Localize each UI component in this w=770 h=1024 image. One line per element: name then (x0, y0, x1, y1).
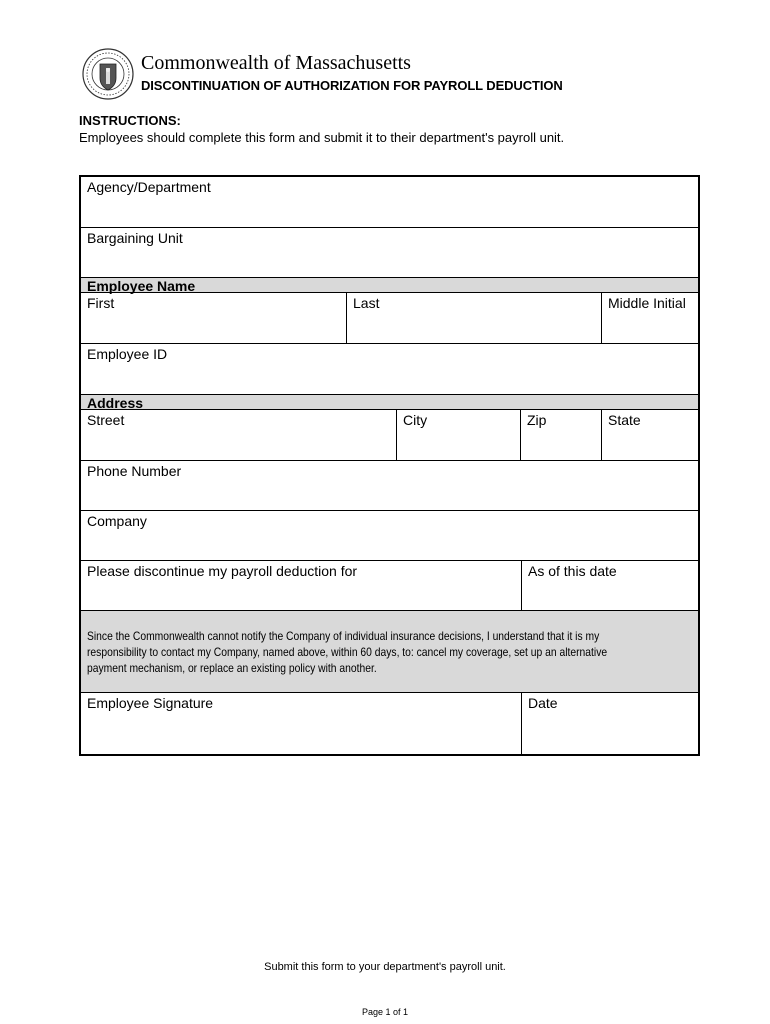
employee-name-section (81, 278, 698, 293)
address-section (81, 395, 698, 410)
payroll-form (79, 175, 700, 756)
notice-row (81, 611, 698, 693)
zip-field[interactable] (520, 410, 601, 460)
bargaining-unit-field[interactable] (81, 228, 698, 277)
street-field[interactable] (81, 410, 396, 460)
responsibility-notice: Since the Commonwealth cannot notify the Company of individual insurance decisions, I understand that it is my responsibility to contact my Company, named above, within 60 days, to: cancel my coverage, set up an alternative payment mechanism, or replace an existing policy with another. (87, 629, 608, 675)
massachusetts-seal-icon (82, 46, 134, 102)
city-label: City (403, 412, 428, 428)
instructions-heading: INSTRUCTIONS: (79, 113, 181, 128)
bargaining-row (81, 228, 698, 278)
middle-initial-label: Middle Initial (608, 295, 686, 311)
first-name-label: First (87, 295, 115, 311)
agency-label: Agency/Department (87, 179, 211, 195)
city-field[interactable] (396, 410, 520, 460)
submit-instruction: Submit this form to your department's payroll unit. (264, 961, 506, 973)
instructions-text: Employees should complete this form and submit it to their department's payroll unit. (79, 130, 565, 145)
phone-number-field[interactable] (81, 461, 698, 510)
signature-row (81, 693, 698, 756)
street-label: Street (87, 412, 125, 428)
last-name-field[interactable] (346, 293, 601, 343)
employee-signature-field[interactable] (81, 693, 521, 756)
address-row (81, 410, 698, 461)
form-title: DISCONTINUATION OF AUTHORIZATION FOR PAYROLL DEDUCTION (141, 78, 563, 93)
state-field[interactable] (601, 410, 698, 460)
discontinue-deduction-field[interactable] (81, 561, 521, 610)
agency-field[interactable] (81, 177, 698, 227)
discontinue-deduction-label: Please discontinue my payroll deduction for (87, 563, 358, 579)
employee-signature-label: Employee Signature (87, 695, 214, 711)
last-name-label: Last (353, 295, 380, 311)
employee-id-field[interactable] (81, 344, 698, 394)
as-of-date-field[interactable] (521, 561, 698, 610)
as-of-date-label: As of this date (528, 563, 617, 579)
zip-label: Zip (527, 412, 547, 428)
middle-initial-field[interactable] (601, 293, 698, 343)
company-label: Company (87, 513, 147, 529)
employee-name-heading: Employee Name (87, 278, 196, 294)
signature-date-field[interactable] (521, 693, 698, 756)
phone-row (81, 461, 698, 511)
discontinue-row (81, 561, 698, 611)
signature-date-label: Date (528, 695, 558, 711)
name-row (81, 293, 698, 344)
company-row (81, 511, 698, 561)
organization-name: Commonwealth of Massachusetts (141, 52, 411, 74)
address-heading: Address (87, 395, 144, 411)
bargaining-unit-label: Bargaining Unit (87, 230, 183, 246)
agency-row (81, 177, 698, 228)
phone-number-label: Phone Number (87, 463, 182, 479)
page-number: Page 1 of 1 (361, 1007, 409, 1017)
state-label: State (608, 412, 641, 428)
first-name-field[interactable] (81, 293, 346, 343)
employee-id-label: Employee ID (87, 346, 168, 362)
company-field[interactable] (81, 511, 698, 560)
employee-id-row (81, 344, 698, 395)
